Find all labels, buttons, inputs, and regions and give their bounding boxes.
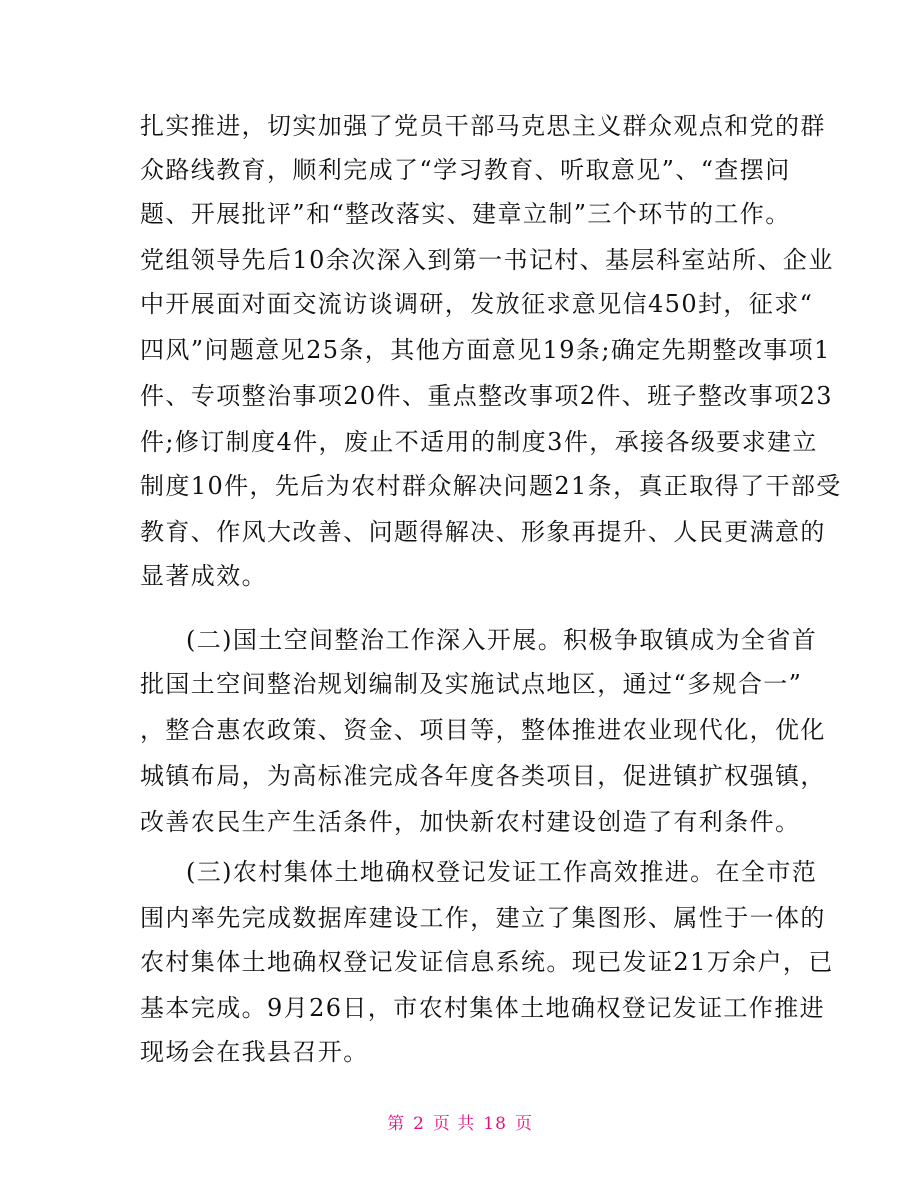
text-line: 件、专项整治事项20件、重点整改事项2件、班子整改事项23 bbox=[140, 382, 833, 410]
footer-middle: 页 共 bbox=[432, 1114, 476, 1134]
text-line: ，整合惠农政策、资金、项目等，整体推进农业现代化，优化 bbox=[140, 716, 826, 744]
footer-prefix: 第 bbox=[387, 1114, 406, 1134]
text-line: 件;修订制度4件，废止不适用的制度3件，承接各级要求建立 bbox=[140, 428, 818, 456]
text-line: 基本完成。9月26日，市农村集体土地确权登记发证工作推进 bbox=[140, 994, 826, 1022]
text-line: 党组领导先后10余次深入到第一书记村、基层科室站所、企业 bbox=[140, 246, 834, 274]
text-line: 现场会在我县召开。 bbox=[140, 1038, 369, 1066]
text-line: 围内率先完成数据库建设工作，建立了集图形、属性于一体的 bbox=[140, 904, 826, 932]
text-line: 众路线教育，顺利完成了“学习教育、听取意见”、“查摆问 bbox=[140, 156, 791, 184]
text-line: 扎实推进，切实加强了党员干部马克思主义群众观点和党的群 bbox=[140, 112, 826, 140]
total-pages-number: 18 bbox=[483, 1114, 507, 1134]
current-page-number: 2 bbox=[413, 1114, 425, 1134]
text-line: 制度10件，先后为农村群众解决问题21条，真正取得了干部受 bbox=[140, 472, 842, 500]
text-line: 城镇布局，为高标准完成各年度各类项目，促进镇扩权强镇， bbox=[140, 762, 826, 790]
text-line: 农村集体土地确权登记发证信息系统。现已发证21万余户，已 bbox=[140, 948, 834, 976]
text-line: 四风”问题意见25条，其他方面意见19条;确定先期整改事项1 bbox=[140, 336, 831, 364]
text-line: 教育、作风大改善、问题得解决、形象再提升、人民更满意的 bbox=[140, 518, 826, 546]
page-footer bbox=[0, 1110, 920, 1138]
paragraph-heading-line: (三)农村集体土地确权登记发证工作高效推进。在全市范 bbox=[186, 858, 818, 886]
paragraph-heading-line: (二)国土空间整治工作深入开展。积极争取镇成为全省首 bbox=[186, 626, 818, 654]
footer-suffix: 页 bbox=[514, 1114, 533, 1134]
text-line: 显著成效。 bbox=[140, 562, 267, 590]
text-line: 改善农民生产生活条件，加快新农村建设创造了有利条件。 bbox=[140, 808, 801, 836]
text-line: 中开展面对面交流访谈调研，发放征求意见信450封，征求“ bbox=[140, 290, 814, 318]
text-line: 题、开展批评”和“整改落实、建章立制”三个环节的工作。 bbox=[140, 200, 791, 228]
text-line: 批国土空间整治规划编制及实施试点地区，通过“多规合一” bbox=[140, 670, 803, 698]
